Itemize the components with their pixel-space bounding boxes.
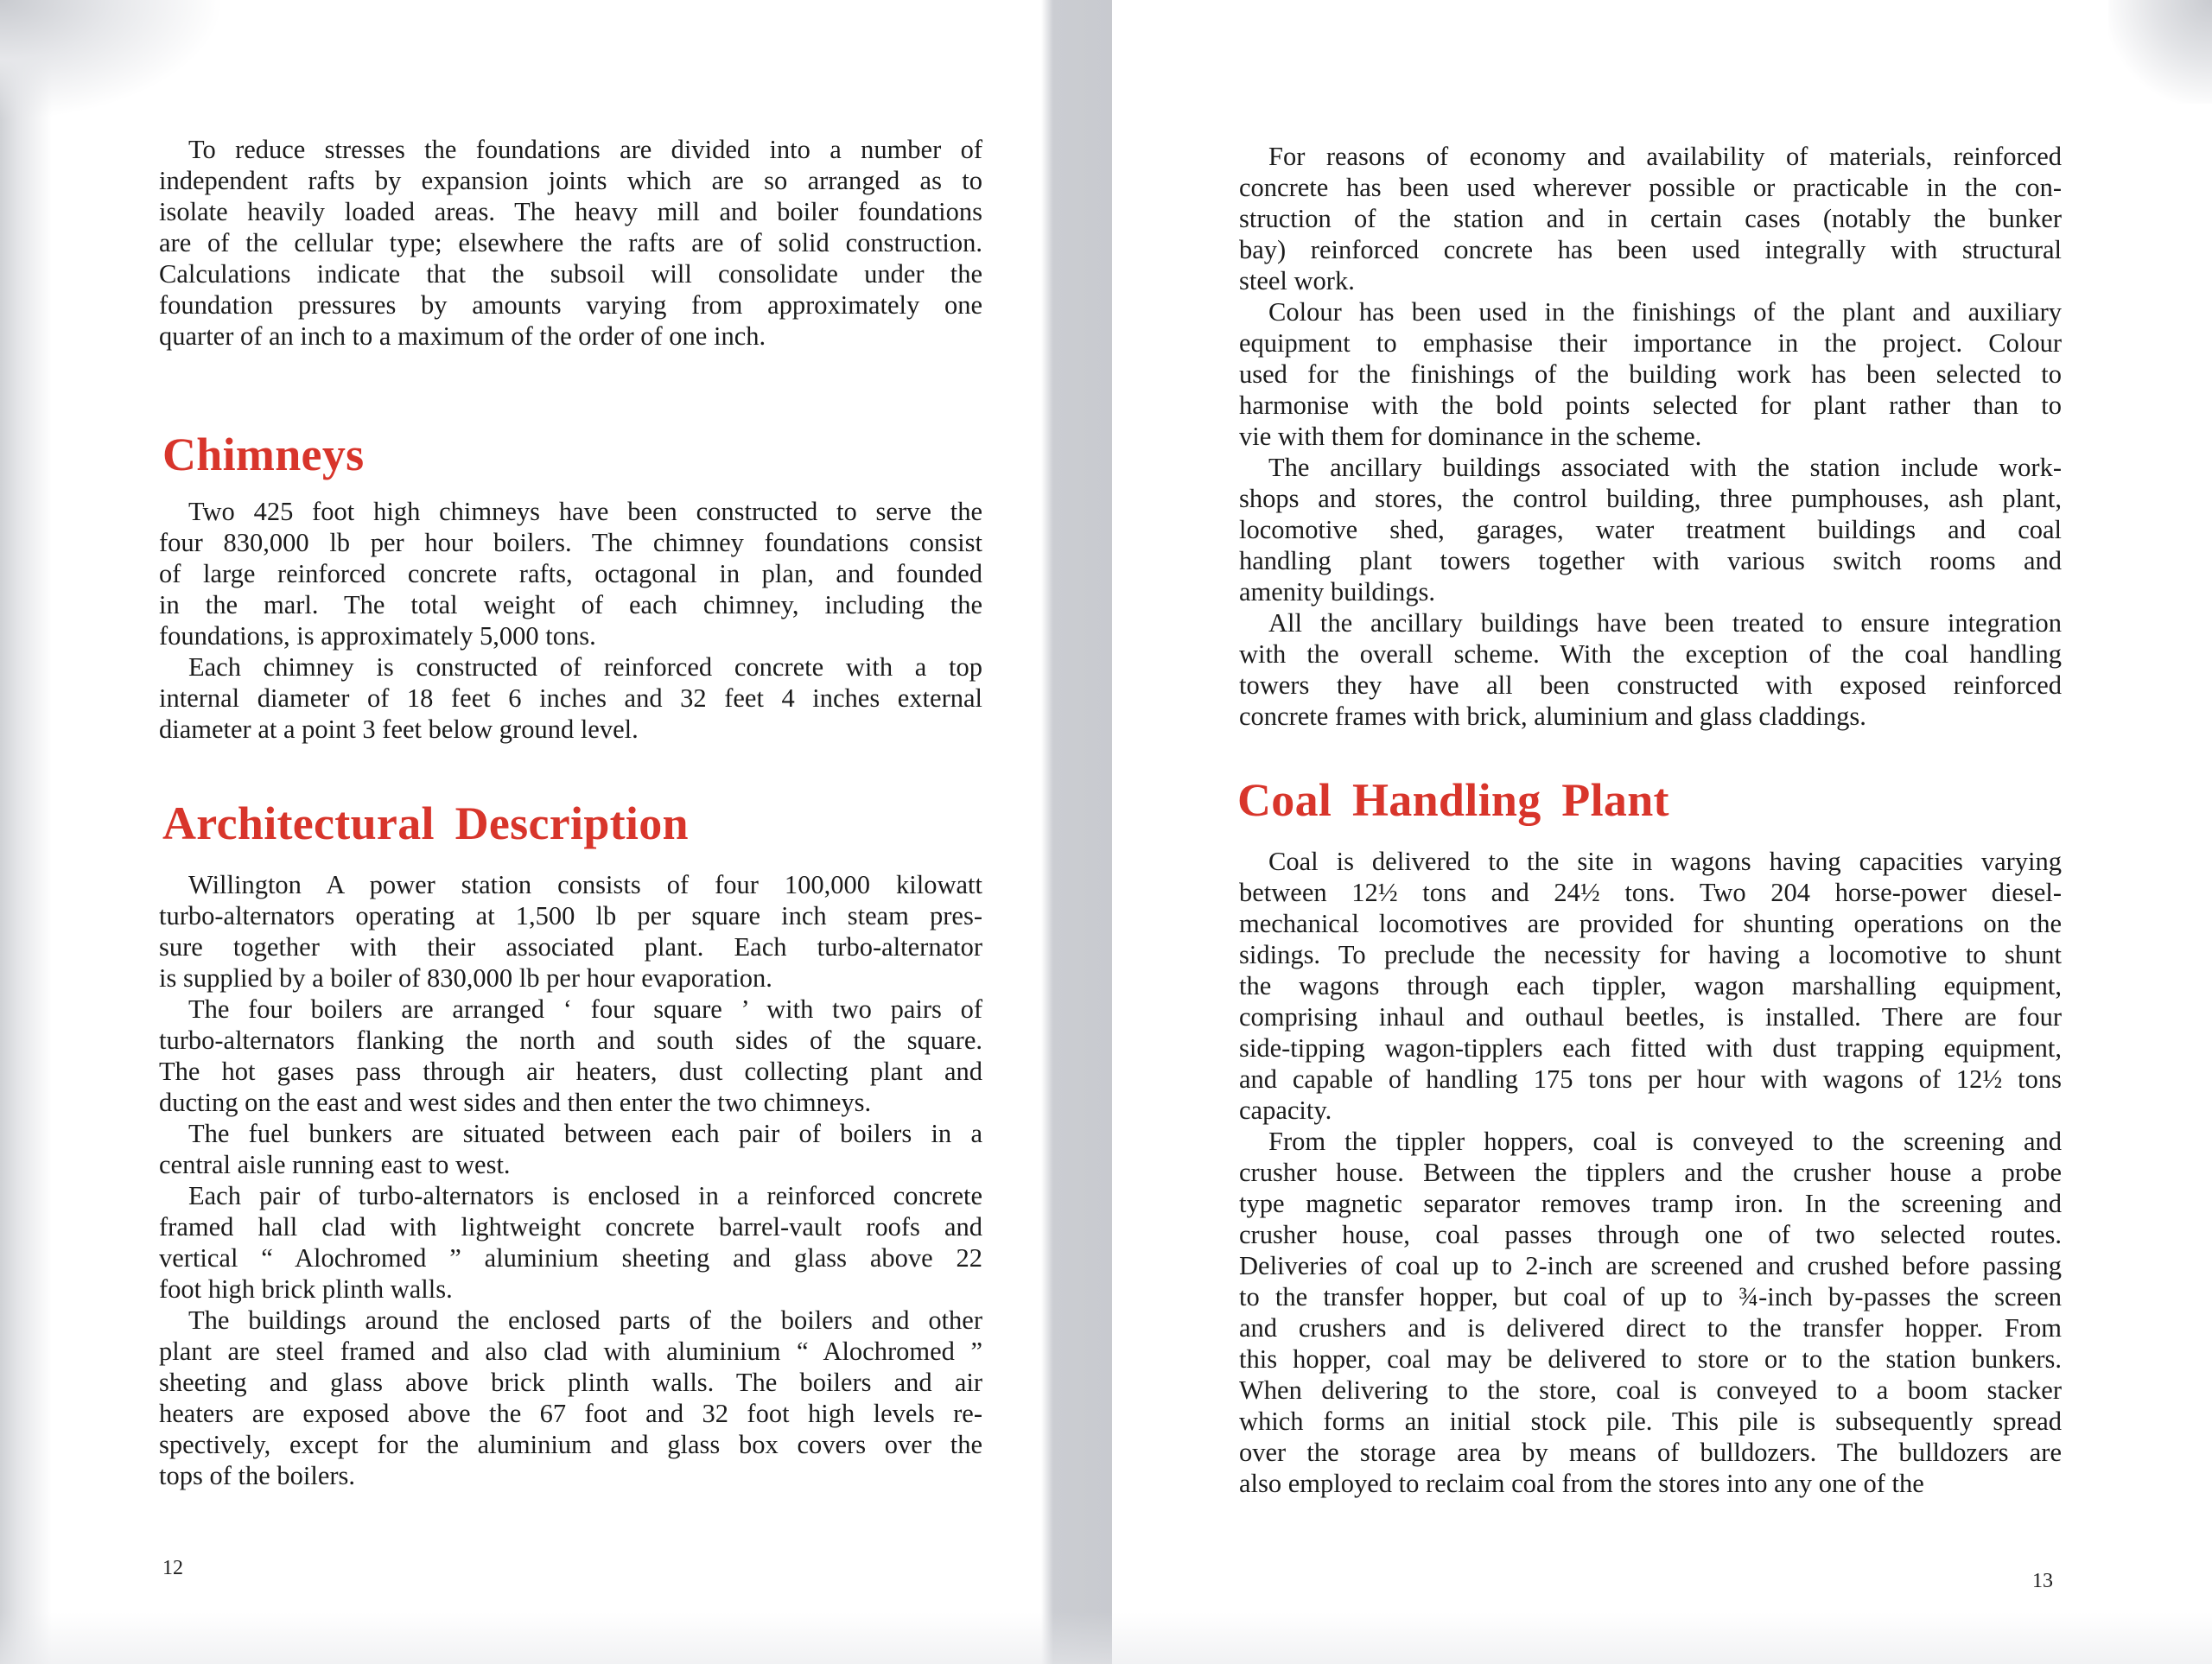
text-line: vertical “ Alochromed ” aluminium sheeting and glass above 22 <box>159 1243 982 1273</box>
text-line: steel work. <box>1239 266 1355 295</box>
text-line: which forms an initial stock pile. This pile is subsequently spread <box>1239 1407 2062 1436</box>
text-line: Coal is delivered to the site in wagons having capacities varying <box>1268 847 2062 876</box>
text-line: independent rafts by expansion joints which are so arranged as to <box>159 166 982 195</box>
text-line: All the ancillary buildings have been treated to ensure integration <box>1268 608 2062 638</box>
text-line: quarter of an inch to a maximum of the order of one inch. <box>159 321 766 351</box>
text-line: shops and stores, the control building, three pumphouses, ash plant, <box>1239 484 2062 513</box>
left-page <box>0 0 1046 1664</box>
text-line: side-tipping wagon-tipplers each fitted with dust trapping equipment, <box>1239 1033 2062 1063</box>
text-line: diameter at a point 3 feet below ground level. <box>159 715 639 744</box>
text-line: spectively, except for the aluminium and glass box covers over the <box>159 1430 982 1459</box>
heading-architectural-description: Architectural Description <box>162 797 689 849</box>
page-edge-shadow <box>0 0 52 1664</box>
text-line: Deliveries of coal up to 2-inch are screened and crushed before passing <box>1239 1251 2062 1280</box>
text-line: ducting on the east and west sides and then enter the two chimneys. <box>159 1088 872 1117</box>
text-line: The hot gases pass through air heaters, dust collecting plant and <box>159 1057 982 1086</box>
chimneys-section-text <box>159 496 982 745</box>
coal-handling-section-text <box>1239 846 2062 1499</box>
text-line: to the transfer hopper, but coal of up to ¾-inch by-passes the screen <box>1239 1282 2062 1312</box>
text-line: foundation pressures by amounts varying from approximately one <box>159 290 982 320</box>
heading-coal-handling-plant: Coal Handling Plant <box>1237 774 1669 826</box>
text-line: with the overall scheme. With the exception of the coal handling <box>1239 639 2062 669</box>
text-line: type magnetic separator removes tramp iron. In the screening and <box>1239 1189 2062 1218</box>
text-line: capacity. <box>1239 1096 1332 1125</box>
text-line: in the marl. The total weight of each chimney, including the <box>159 590 982 619</box>
text-line: Colour has been used in the finishings of the plant and auxiliary <box>1268 297 2062 327</box>
text-line: foundations, is approximately 5,000 tons. <box>159 621 596 651</box>
page-number-right: 13 <box>2032 1570 2053 1592</box>
page-corner-shadow <box>0 0 225 121</box>
text-line: concrete has been used wherever possible or practicable in the con- <box>1239 173 2062 202</box>
text-line: struction of the station and in certain cases (notably the bunker <box>1239 204 2062 233</box>
text-line: amenity buildings. <box>1239 577 1436 607</box>
text-line: towers they have all been constructed with exposed reinforced <box>1239 670 2062 700</box>
intro-paragraph-right <box>1239 141 2062 732</box>
text-line: turbo-alternators operating at 1,500 lb per square inch steam pres- <box>159 901 982 930</box>
text-line: and capable of handling 175 tons per hour with wagons of 12½ tons <box>1239 1064 2062 1094</box>
text-line: sheeting and glass above brick plinth walls. The boilers and air <box>159 1368 982 1397</box>
text-line: sidings. To preclude the necessity for having a locomotive to shunt <box>1239 940 2062 969</box>
text-line: over the storage area by means of bulldozers. The bulldozers are <box>1239 1438 2062 1467</box>
text-line: The buildings around the enclosed parts of the boilers and other <box>188 1305 982 1335</box>
text-line: plant are steel framed and also clad with aluminium “ Alochromed ” <box>159 1337 982 1366</box>
heading-chimneys: Chimneys <box>162 429 365 480</box>
text-line: this hopper, coal may be delivered to store or to the station bunkers. <box>1239 1344 2062 1374</box>
text-line: the wagons through each tippler, wagon marshalling equipment, <box>1239 971 2062 1000</box>
text-line: comprising inhaul and outhaul beetles, is installed. There are four <box>1239 1002 2062 1032</box>
text-line: used for the finishings of the building work has been selected to <box>1239 359 2062 389</box>
text-line: Calculations indicate that the subsoil will consolidate under the <box>159 259 982 289</box>
text-line: central aisle running east to west. <box>159 1150 511 1179</box>
text-line: crusher house, coal passes through one of two selected routes. <box>1239 1220 2062 1249</box>
text-line: of large reinforced concrete rafts, octagonal in plan, and founded <box>159 559 982 588</box>
text-line: bay) reinforced concrete has been used integrally with structural <box>1239 235 2062 264</box>
text-line: Willington A power station consists of four 100,000 kilowatt <box>188 870 982 899</box>
text-line: isolate heavily loaded areas. The heavy mill and boiler foundations <box>159 197 982 226</box>
text-line: crusher house. Between the tipplers and the crusher house a probe <box>1239 1158 2062 1187</box>
text-line: equipment to emphasise their importance in the project. Colour <box>1239 328 2062 358</box>
book-gutter <box>1041 0 1112 1664</box>
page-bottom-shadow <box>0 1612 2212 1664</box>
page-number-left: 12 <box>162 1557 183 1579</box>
text-line: handling plant towers together with various switch rooms and <box>1239 546 2062 575</box>
text-line: From the tippler hoppers, coal is conveyed to the screening and <box>1268 1127 2062 1156</box>
text-line: and crushers and is delivered direct to the transfer hopper. From <box>1239 1313 2062 1343</box>
text-line: When delivering to the store, coal is conveyed to a boom stacker <box>1239 1375 2062 1405</box>
text-line: Each chimney is constructed of reinforced concrete with a top <box>188 652 982 682</box>
text-line: Each pair of turbo-alternators is enclosed in a reinforced concrete <box>188 1181 982 1210</box>
text-line: The four boilers are arranged ‘ four square ’ with two pairs of <box>188 994 982 1024</box>
text-line: concrete frames with brick, aluminium and glass claddings. <box>1239 702 1866 731</box>
text-line: The ancillary buildings associated with the station include work- <box>1268 453 2062 482</box>
text-line: heaters are exposed above the 67 foot and 32 foot high levels re- <box>159 1399 982 1428</box>
text-line: locomotive shed, garages, water treatment buildings and coal <box>1239 515 2062 544</box>
text-line: Two 425 foot high chimneys have been constructed to serve the <box>188 497 982 526</box>
text-line: sure together with their associated plant. Each turbo-alternator <box>159 932 982 962</box>
text-line: also employed to reclaim coal from the stores into any one of the <box>1239 1469 1924 1498</box>
text-line: framed hall clad with lightweight concrete barrel-vault roofs and <box>159 1212 982 1242</box>
text-line: foot high brick plinth walls. <box>159 1274 453 1304</box>
text-line: harmonise with the bold points selected for plant rather than to <box>1239 391 2062 420</box>
text-line: vie with them for dominance in the scheme. <box>1239 422 1702 451</box>
text-line: To reduce stresses the foundations are divided into a number of <box>188 135 982 164</box>
text-line: For reasons of economy and availability of materials, reinforced <box>1268 142 2062 171</box>
text-line: mechanical locomotives are provided for shunting operations on the <box>1239 909 2062 938</box>
text-line: The fuel bunkers are situated between each pair of boilers in a <box>188 1119 982 1148</box>
architectural-section-text <box>159 869 982 1491</box>
intro-paragraph-left <box>159 134 982 352</box>
text-line: between 12½ tons and 24½ tons. Two 204 horse-power diesel- <box>1239 878 2062 907</box>
text-line: turbo-alternators flanking the north and south sides of the square. <box>159 1026 982 1055</box>
page-corner-shadow <box>2108 0 2212 104</box>
text-line: four 830,000 lb per hour boilers. The chimney foundations consist <box>159 528 982 557</box>
text-line: internal diameter of 18 feet 6 inches and 32 feet 4 inches external <box>159 683 982 713</box>
text-line: are of the cellular type; elsewhere the rafts are of solid construction. <box>159 228 982 257</box>
text-line: is supplied by a boiler of 830,000 lb per hour evaporation. <box>159 963 772 993</box>
text-line: tops of the boilers. <box>159 1461 356 1490</box>
